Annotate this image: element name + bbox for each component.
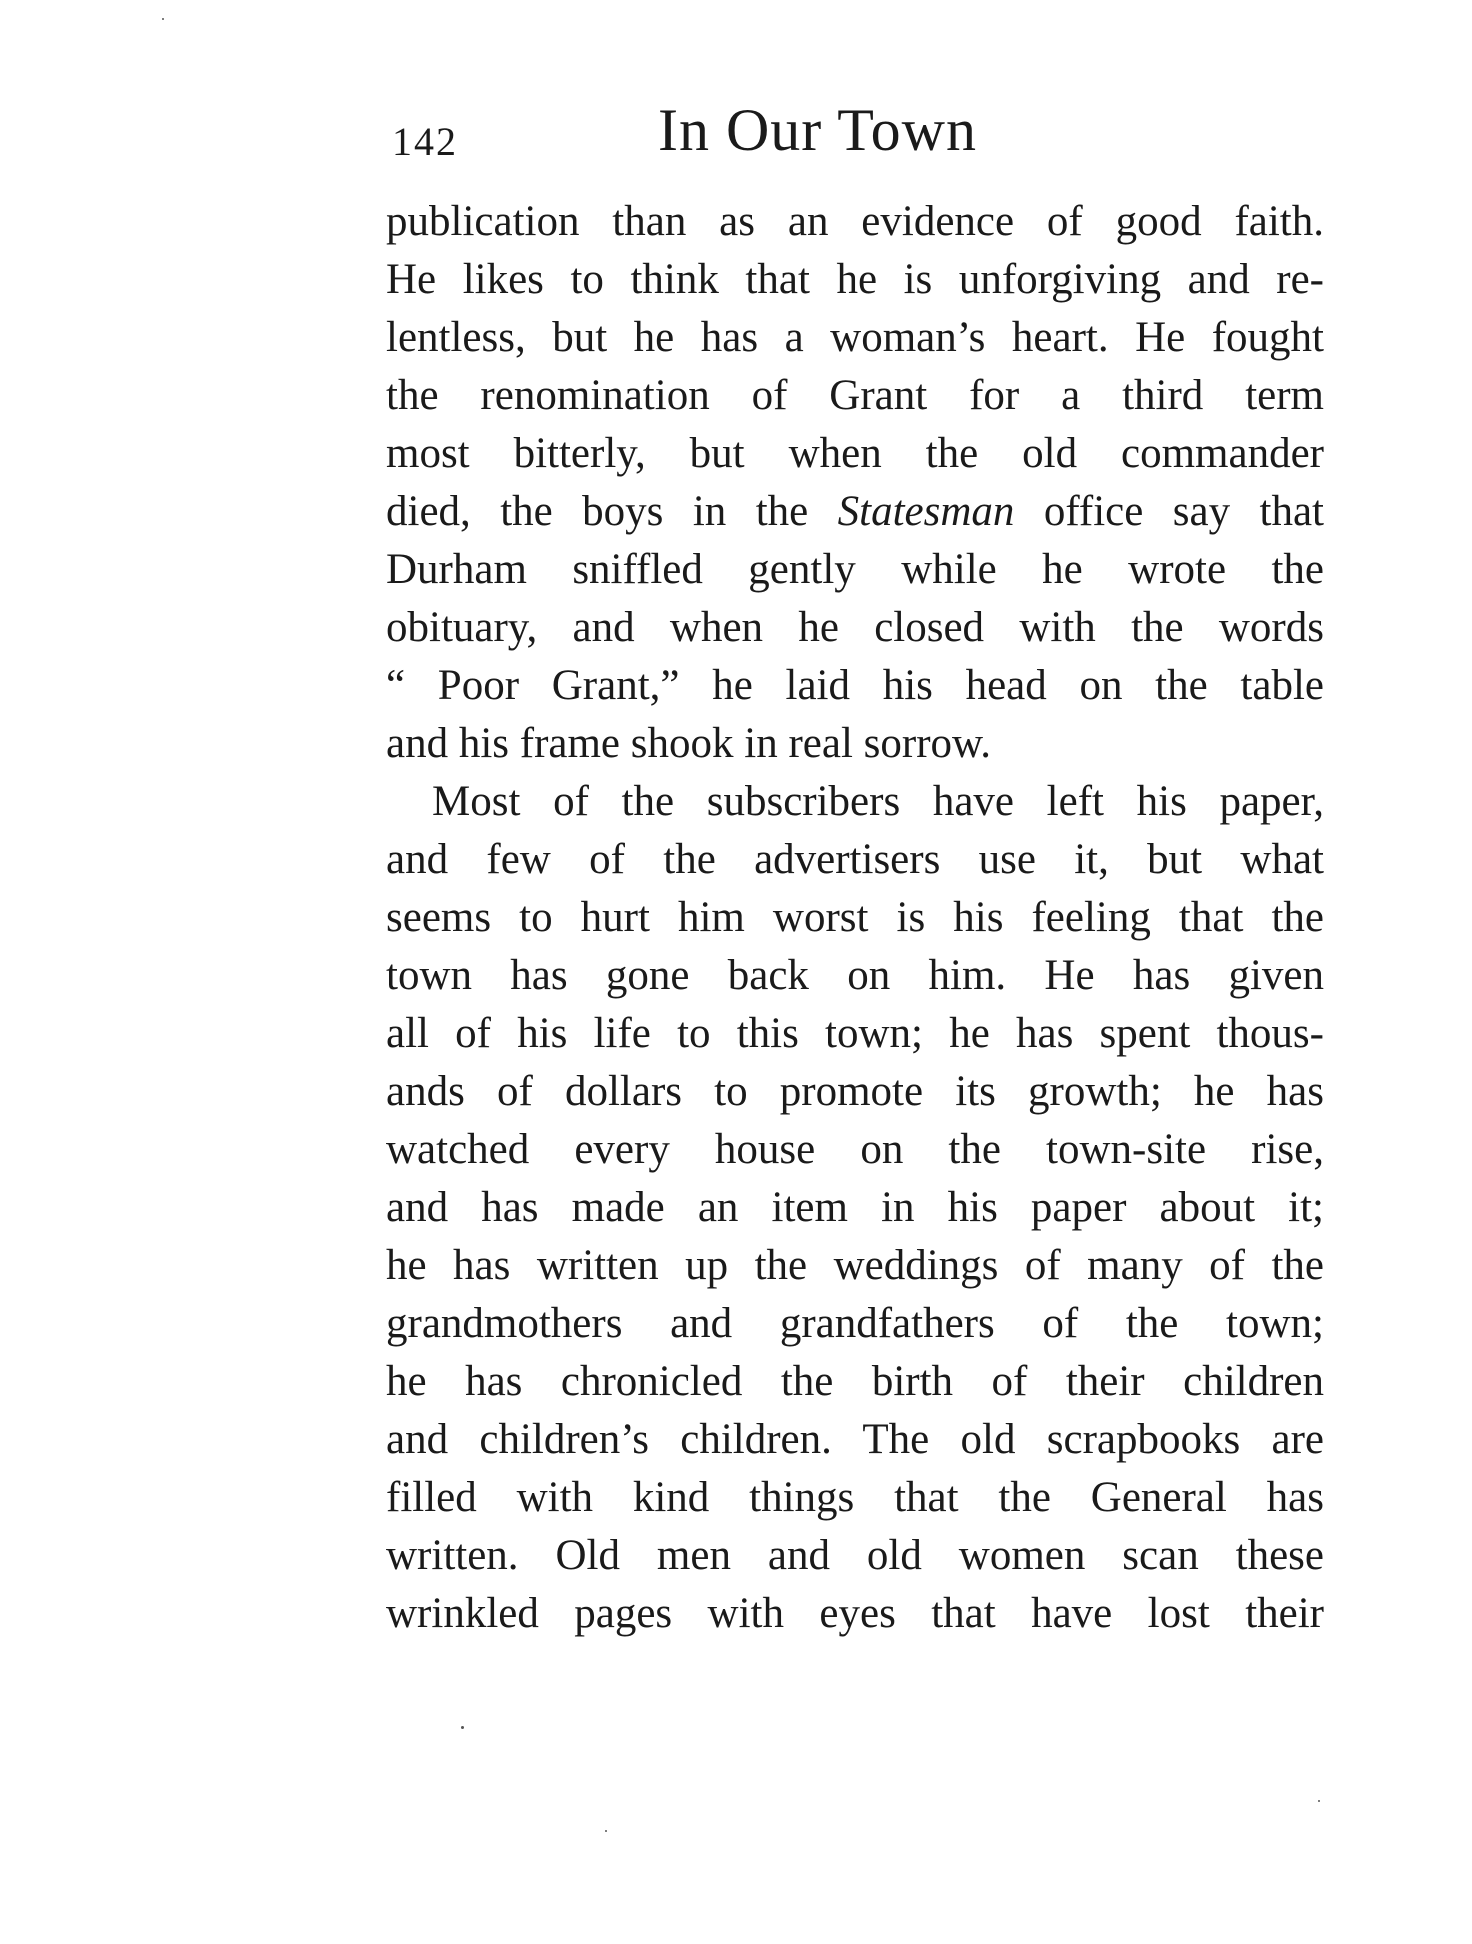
text-line: he has written up the weddings of many of the (386, 1242, 1324, 1289)
text-run: died, the boys in the (386, 488, 838, 535)
running-head (380, 96, 1326, 176)
text-line: and children’s children. The old scrapbooks are (386, 1416, 1324, 1463)
running-title: In Our Town (658, 97, 977, 163)
italic-newspaper-name: Statesman (837, 488, 1015, 535)
scan-speck (461, 1726, 464, 1729)
text-line: ands of dollars to promote its growth; he has (386, 1068, 1324, 1115)
text-line: most bitterly, but when the old commander (386, 430, 1324, 477)
text-line (386, 483, 1324, 541)
text-line: seems to hurt him worst is his feeling that the (386, 894, 1324, 941)
page-number: 142 (392, 119, 458, 164)
text-line: all of his life to this town; he has spent thous- (386, 1010, 1324, 1057)
body-text (386, 193, 1324, 1643)
text-line: he has chronicled the birth of their children (386, 1358, 1324, 1405)
text-line: Most of the subscribers have left his paper, (432, 778, 1324, 825)
text-line: publication than as an evidence of good faith. (386, 198, 1324, 245)
text-line: town has gone back on him. He has given (386, 952, 1324, 999)
text-line: filled with kind things that the General has (386, 1474, 1324, 1521)
text-line: lentless, but he has a woman’s heart. He fought (386, 314, 1324, 361)
scan-speck (1318, 1800, 1320, 1802)
scan-speck (605, 1830, 607, 1832)
text-run: office say that (1014, 488, 1324, 535)
paragraph (386, 773, 1324, 1643)
paragraph (386, 193, 1324, 773)
text-line: and his frame shook in real sorrow. (386, 720, 992, 767)
text-line: written. Old men and old women scan these (386, 1532, 1324, 1579)
text-line: wrinkled pages with eyes that have lost their (386, 1590, 1324, 1637)
text-line: He likes to think that he is unforgiving and re- (386, 256, 1324, 303)
text-line: “ Poor Grant,” he laid his head on the table (386, 662, 1324, 709)
text-line: Durham sniffled gently while he wrote the (386, 546, 1324, 593)
text-line: obituary, and when he closed with the words (386, 604, 1324, 651)
text-line: and has made an item in his paper about it; (386, 1184, 1324, 1231)
scan-speck (162, 18, 164, 20)
text-line: watched every house on the town-site rise, (386, 1126, 1324, 1173)
text-line: grandmothers and grandfathers of the town; (386, 1300, 1324, 1347)
text-line: and few of the advertisers use it, but what (386, 836, 1324, 883)
text-line: the renomination of Grant for a third term (386, 372, 1324, 419)
